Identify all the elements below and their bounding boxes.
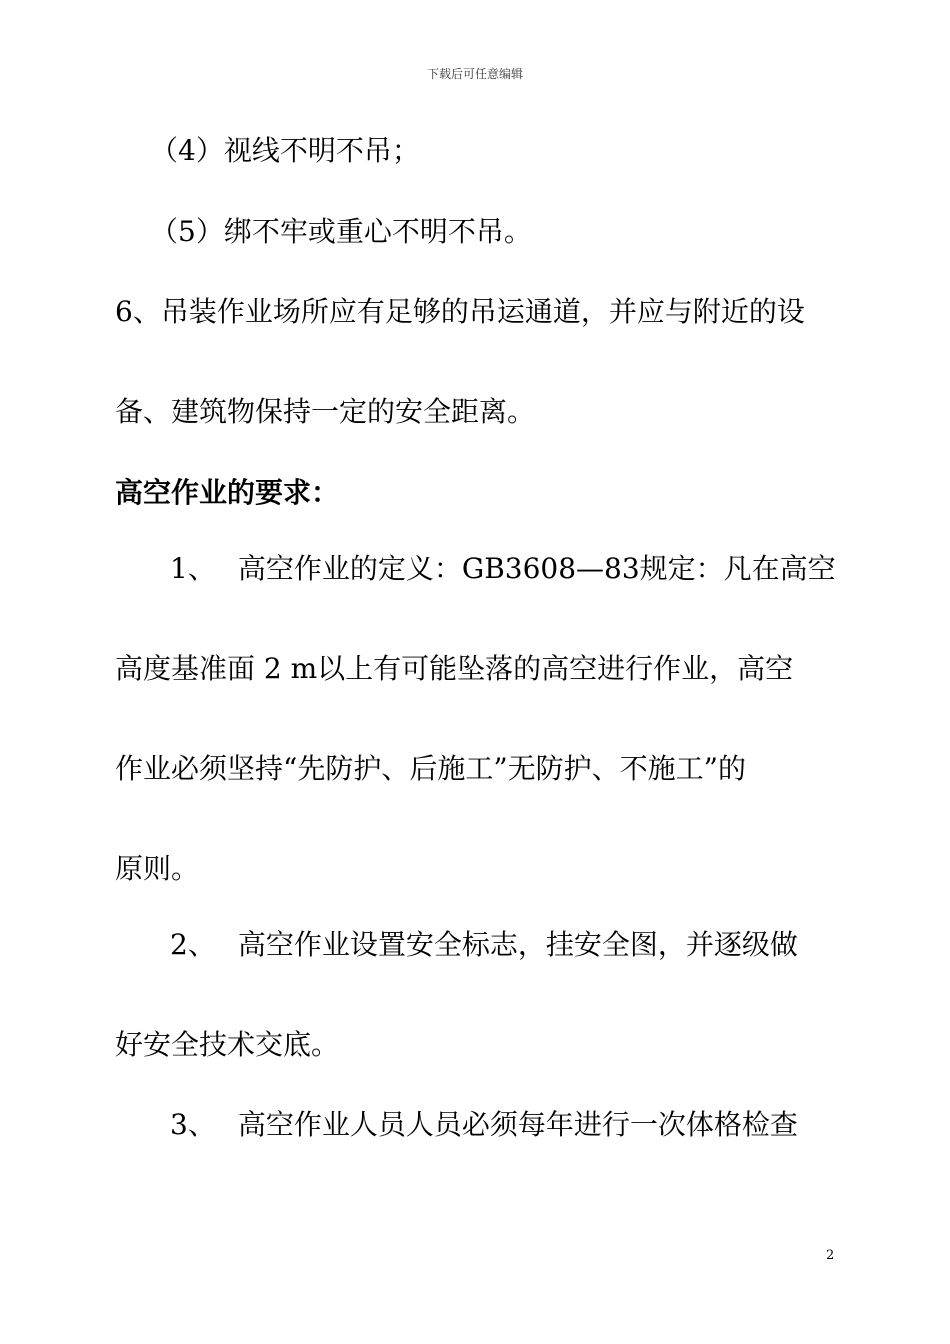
paragraph-line: 作业必须坚持“先防护、后施工”无防护、不施工”的 xyxy=(115,752,746,785)
paragraph-line: 高度基准面 2 m以上有可能坠落的高空进行作业，高空 xyxy=(115,652,794,685)
list-item xyxy=(170,549,890,589)
section-heading: 高空作业的要求： xyxy=(115,476,340,509)
list-item-text: 高空作业的定义：GB3608—83规定：凡在高空 xyxy=(237,552,836,585)
list-item-text: 高空作业人员人员必须每年进行一次体格检查 xyxy=(237,1108,798,1141)
list-item-number: 2、 xyxy=(170,928,216,961)
paragraph-line: 备、建筑物保持一定的安全距离。 xyxy=(115,395,536,428)
list-item xyxy=(170,1105,890,1145)
page-number: 2 xyxy=(826,1248,835,1263)
paragraph-line: 6、吊装作业场所应有足够的吊运通道，并应与附近的设 xyxy=(115,295,805,328)
list-item-number: 1、 xyxy=(170,552,216,585)
paragraph-line: 好安全技术交底。 xyxy=(115,1028,340,1061)
paragraph-line: 原则。 xyxy=(115,852,200,885)
list-item-text: 高空作业设置安全标志，挂安全图，并逐级做 xyxy=(237,928,798,961)
list-item xyxy=(170,925,890,965)
paragraph-line: （5）绑不牢或重心不明不吊。 xyxy=(150,215,532,248)
list-item-number: 3、 xyxy=(170,1108,216,1141)
page-header: 下载后可任意编辑 xyxy=(426,67,523,81)
paragraph-line: （4）视线不明不吊； xyxy=(150,134,420,167)
